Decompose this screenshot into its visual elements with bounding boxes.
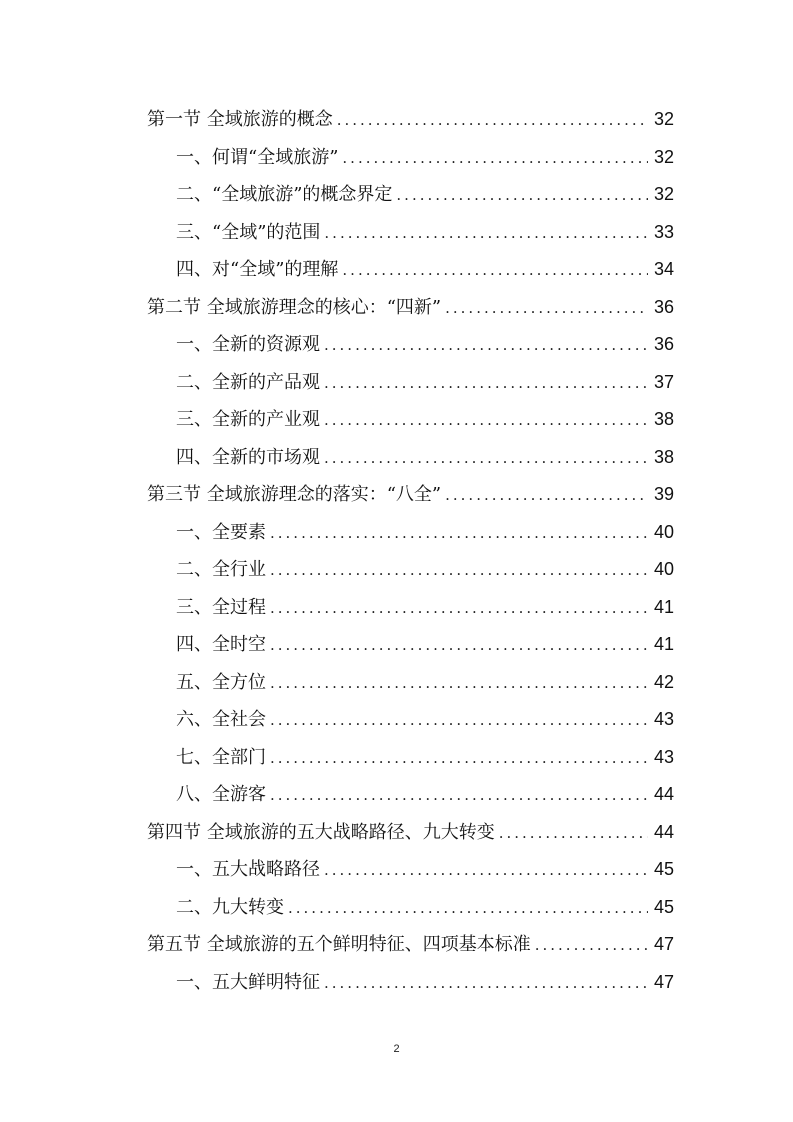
- toc-subsection-entry[interactable]: [147, 626, 674, 664]
- toc-entry-title: 四、对“全域”的理解: [176, 259, 339, 280]
- toc-page-number: 41: [653, 634, 674, 654]
- toc-page-number: 36: [653, 334, 674, 354]
- toc-page-number: 32: [653, 146, 674, 167]
- toc-entry-title: 七、全部门: [176, 746, 266, 768]
- toc-page-number: 44: [653, 784, 674, 804]
- toc-entry-title: 二、全新的产品观: [176, 371, 320, 393]
- toc-dot-leader: [324, 852, 648, 890]
- toc-section-entry[interactable]: [147, 814, 674, 852]
- toc-entry-title: 八、全游客: [176, 784, 266, 805]
- toc-dot-leader: [535, 927, 648, 965]
- toc-page-number: 42: [653, 671, 674, 692]
- toc-dot-leader: [270, 627, 648, 665]
- toc-page-number: 40: [653, 559, 674, 579]
- toc-entry-title: 五、全方位: [176, 671, 266, 693]
- toc-subsection-entry[interactable]: [147, 964, 674, 1002]
- toc-entry-title: 二、九大转变: [176, 896, 284, 918]
- toc-subsection-entry[interactable]: [147, 776, 674, 814]
- toc-dot-leader: [270, 665, 648, 703]
- toc-dot-leader: [324, 440, 648, 478]
- toc-dot-leader: [337, 102, 648, 140]
- toc-subsection-entry[interactable]: [147, 551, 674, 589]
- toc-entry-title: 二、全行业: [176, 559, 266, 580]
- toc-subsection-entry[interactable]: [147, 701, 674, 739]
- toc-page-number: 32: [653, 109, 674, 129]
- toc-subsection-entry[interactable]: [147, 889, 674, 927]
- toc-subsection-entry[interactable]: [147, 251, 674, 289]
- toc-dot-leader: [499, 815, 648, 853]
- toc-page-number: 36: [653, 296, 674, 317]
- toc-section-entry[interactable]: [147, 289, 674, 327]
- toc-entry-title: 第一节 全域旅游的概念: [147, 109, 333, 130]
- toc-subsection-entry[interactable]: [147, 364, 674, 402]
- toc-entry-title: 第二节 全域旅游理念的核心：“四新”: [147, 296, 442, 318]
- toc-subsection-entry[interactable]: [147, 401, 674, 439]
- toc-dot-leader: [324, 327, 648, 365]
- toc-dot-leader: [270, 590, 648, 628]
- toc-subsection-entry[interactable]: [147, 176, 674, 214]
- toc-subsection-entry[interactable]: [147, 439, 674, 477]
- toc-entry-title: 第四节 全域旅游的五大战略路径、九大转变: [147, 821, 495, 843]
- toc-dot-leader: [324, 965, 648, 1003]
- toc-page-number: 37: [653, 371, 674, 392]
- toc-dot-leader: [270, 702, 648, 740]
- toc-section-entry[interactable]: [147, 926, 674, 964]
- toc-dot-leader: [270, 777, 648, 815]
- page-number: 2: [393, 1043, 400, 1055]
- toc-dot-leader: [445, 290, 648, 328]
- toc-dot-leader: [324, 402, 648, 440]
- toc-page-number: 45: [653, 859, 674, 879]
- toc-subsection-entry[interactable]: [147, 589, 674, 627]
- toc-page-number: 38: [653, 446, 674, 467]
- toc-section-entry[interactable]: [147, 476, 674, 514]
- toc-dot-leader: [445, 477, 648, 515]
- toc-entry-title: 三、全过程: [176, 596, 266, 618]
- table-of-contents: [147, 101, 674, 1001]
- toc-dot-leader: [270, 740, 648, 778]
- toc-entry-title: 第五节 全域旅游的五个鲜明特征、四项基本标准: [147, 934, 531, 955]
- toc-page-number: 32: [653, 184, 674, 204]
- toc-page-number: 47: [653, 934, 674, 954]
- toc-entry-title: 一、全新的资源观: [176, 334, 320, 355]
- toc-dot-leader: [342, 140, 648, 178]
- toc-dot-leader: [396, 177, 648, 215]
- toc-dot-leader: [324, 365, 648, 403]
- toc-subsection-entry[interactable]: [147, 739, 674, 777]
- toc-page-number: 47: [653, 971, 674, 992]
- toc-entry-title: 第三节 全域旅游理念的落实：“八全”: [147, 484, 442, 505]
- toc-entry-title: 一、何谓“全域旅游”: [176, 146, 339, 168]
- toc-entry-title: 三、“全域”的范围: [176, 221, 321, 243]
- toc-entry-title: 四、全新的市场观: [176, 446, 320, 468]
- toc-page-number: 40: [653, 521, 674, 542]
- toc-section-entry[interactable]: [147, 101, 674, 139]
- toc-dot-leader: [324, 215, 648, 253]
- toc-entry-title: 一、五大鲜明特征: [176, 971, 320, 993]
- toc-subsection-entry[interactable]: [147, 514, 674, 552]
- toc-page-number: 34: [653, 259, 674, 279]
- toc-subsection-entry[interactable]: [147, 139, 674, 177]
- toc-dot-leader: [270, 552, 648, 590]
- toc-page-number: 45: [653, 896, 674, 917]
- toc-page-number: 43: [653, 709, 674, 729]
- toc-page-number: 43: [653, 746, 674, 767]
- toc-page-number: 33: [653, 221, 674, 242]
- toc-entry-title: 三、全新的产业观: [176, 409, 320, 430]
- toc-subsection-entry[interactable]: [147, 214, 674, 252]
- toc-entry-title: 二、“全域旅游”的概念界定: [176, 184, 393, 205]
- toc-dot-leader: [270, 515, 648, 553]
- toc-dot-leader: [288, 890, 648, 928]
- toc-entry-title: 一、全要素: [176, 521, 266, 543]
- toc-subsection-entry[interactable]: [147, 664, 674, 702]
- toc-page-number: 38: [653, 409, 674, 429]
- toc-page-number: 41: [653, 596, 674, 617]
- toc-page-number: 39: [653, 484, 674, 504]
- toc-entry-title: 四、全时空: [176, 634, 266, 655]
- toc-subsection-entry[interactable]: [147, 851, 674, 889]
- toc-dot-leader: [342, 252, 648, 290]
- toc-subsection-entry[interactable]: [147, 326, 674, 364]
- toc-entry-title: 一、五大战略路径: [176, 859, 320, 880]
- toc-page-number: 44: [653, 821, 674, 842]
- toc-entry-title: 六、全社会: [176, 709, 266, 730]
